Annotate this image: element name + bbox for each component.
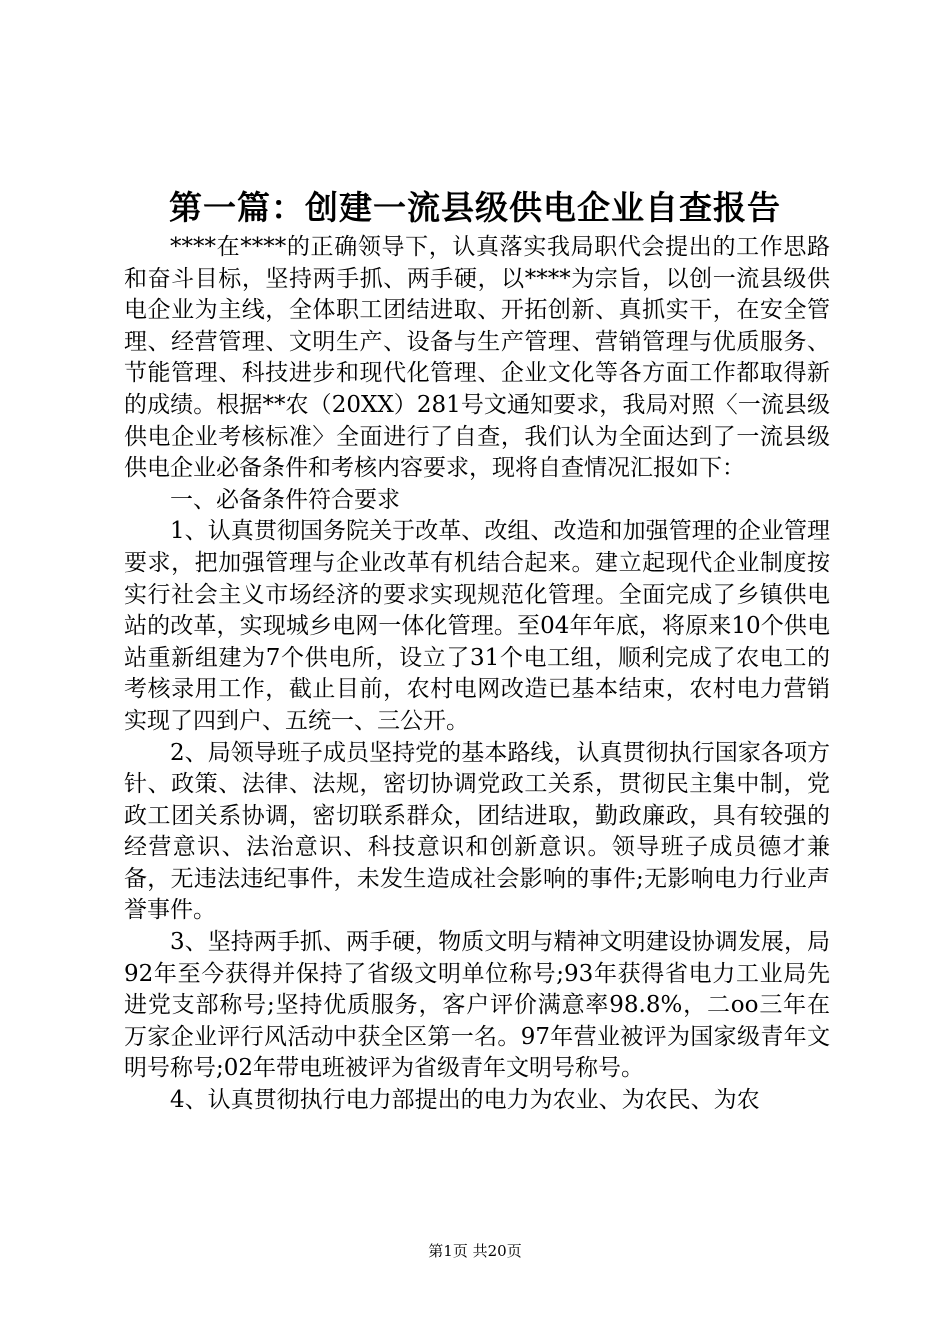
paragraph-item-1: 1、认真贯彻国务院关于改革、改组、改造和加强管理的企业管理要求，把加强管理与企业改革有机结合起来。建立起现代企业制度按实行社会主义市场经济的要求实现规范化管理。全面完成了乡镇供电站的改革，实现城乡电网一体化管理。至04年年底，将原来10个供电站重新组建为7个供电所，设立了31个电工组，顺利完成了农电工的考核录用工作，截止目前，农村电网改造已基本结束，农村电力营销实现了四到户、五统一、三公开。: [124, 518, 830, 734]
document-title: 第一篇：创建一流县级供电企业自查报告: [169, 188, 781, 227]
paragraph-item-4: 4、认真贯彻执行电力部提出的电力为农业、为农民、为农: [170, 1087, 760, 1114]
page-number-footer: 第1页 共20页: [428, 1242, 522, 1260]
paragraph-intro: ****在****的正确领导下，认真落实我局职代会提出的工作思路和奋斗目标，坚持两手抓、两手硬，以****为宗旨，以创一流县级供电企业为主线，全体职工团结进取、开拓创新、真抓实干，在安全管理、经营管理、文明生产、设备与生产管理、营销管理与优质服务、节能管理、科技进步和现代化管理、企业文化等各方面工作都取得新的成绩。根据**农（20XX）281号文通知要求，我局对照〈一流县级供电企业考核标准〉全面进行了自查，我们认为全面达到了一流县级供电企业必备条件和考核内容要求，现将自查情况汇报如下：: [124, 234, 830, 482]
paragraph-item-2: 2、局领导班子成员坚持党的基本路线，认真贯彻执行国家各项方针、政策、法律、法规，密切协调党政工关系，贯彻民主集中制，党政工团关系协调，密切联系群众，团结进取，勤政廉政，具有较强的经营意识、法治意识、科技意识和创新意识。领导班子成员德才兼备，无违法违纪事件，未发生造成社会影响的事件;无影响电力行业声誉事件。: [124, 739, 830, 924]
document-body: [124, 232, 830, 1117]
paragraph-item-3: 3、坚持两手抓、两手硬，物质文明与精神文明建设协调发展，局92年至今获得并保持了省级文明单位称号;93年获得省电力工业局先进党支部称号;坚持优质服务，客户评价满意率98.8%，二oo三年在万家企业评行风活动中获全区第一名。97年营业被评为国家级青年文明号称号;02年带电班被评为省级青年文明号称号。: [124, 929, 830, 1082]
section-heading: 一、必备条件符合要求: [170, 486, 400, 513]
